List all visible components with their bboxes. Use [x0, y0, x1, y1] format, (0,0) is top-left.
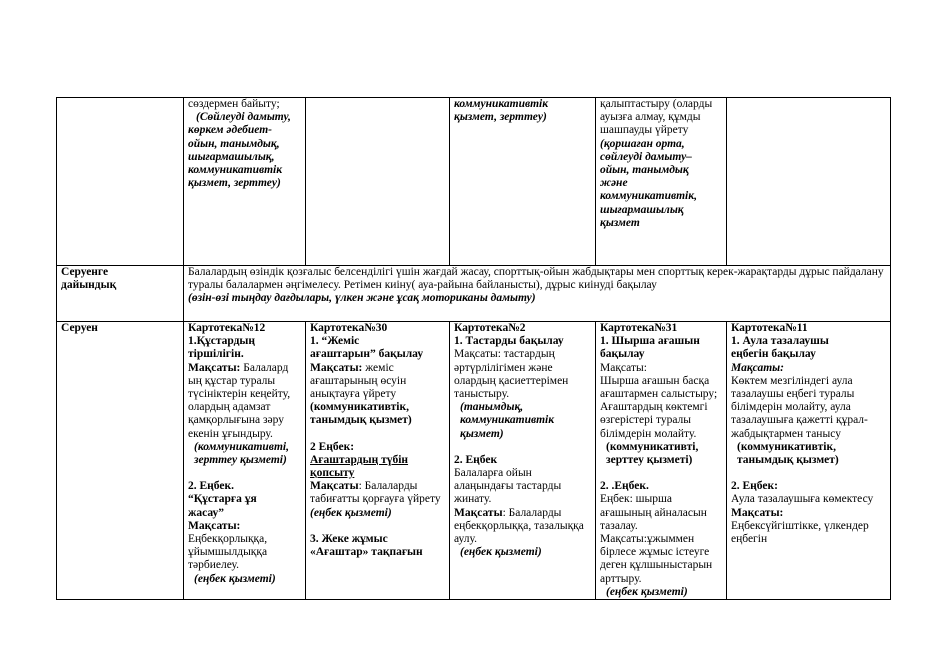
card-number: Картотека№12 [188, 322, 266, 334]
work-title: 2. Еңбек [454, 453, 498, 466]
goal-label: Мақсаты [454, 506, 503, 519]
continuation-label-cell [57, 98, 184, 266]
work-title: 2. Еңбек. [188, 480, 234, 493]
walk-preparation-text-cell [184, 266, 891, 322]
activity-tag: қызмет, зерттеу) [188, 177, 281, 190]
spacer [731, 467, 886, 480]
walk-row [57, 322, 891, 600]
work-text: Балаларға ойын алаңындағы тастарды жинату. [454, 467, 562, 506]
row-label-line: дайындық [61, 279, 117, 292]
continuation-cell-1 [184, 98, 306, 266]
walk-label [57, 322, 184, 600]
goal-label: Мақсаты: [731, 506, 784, 519]
work-title: Ағаштардың түбін [310, 453, 409, 466]
work-text: Аула тазалаушыға көмектесу [731, 493, 874, 506]
activity-tag: (танымдық, коммуникативтік қызмет) [460, 401, 555, 440]
activity-tag: және [600, 177, 628, 190]
activity-tag: сөйлеуді дамыту– [600, 150, 692, 163]
work-title: қопсыту [310, 467, 355, 480]
continuation-row [57, 98, 891, 266]
card-number: Картотека№11 [731, 322, 808, 334]
activity-tag: (Сөйлеуді дамыту, [196, 111, 291, 124]
observation-title: ағаштарын” бақылау [310, 348, 424, 361]
goal-text: Балалард ың құстар туралы түсініктерін кеңейту, олардың адамзат қамқорлығына зәру екенін ұғындыру. [188, 361, 291, 440]
goal-text: Еңбекқорлыққа, ұйымшылдыққа тәрбиелеу. [188, 533, 268, 572]
activity-tag: (коммуникативтік, танымдық қызмет) [310, 401, 412, 427]
continuation-cell-3 [450, 98, 596, 266]
activity-tag: (қоршаған орта, [600, 137, 685, 150]
goal-text: жеміс ағаштарының өсуін анықтауға үйрету [310, 361, 407, 401]
goal-label: Мақсаты [310, 480, 359, 493]
spacer [188, 467, 301, 480]
activity-tag: коммуникативтік [454, 98, 549, 110]
cell-line: ауызға алмау, құмды [600, 111, 701, 124]
goal-label: Мақсаты: [310, 361, 363, 374]
work-title: 2 Еңбек: [310, 440, 355, 453]
cell-line: қалыптастыру (оларды [600, 98, 713, 110]
work-text: Еңбек: шырша ағашының айналасын тазалау. Мақсаты:ұжыммен бірлесе жұмыс істеуге деген құлшыныстарын арттыру. [600, 493, 713, 585]
walk-preparation-row [57, 266, 891, 322]
activity-tag: қызмет, зерттеу) [454, 111, 547, 124]
goal-text: : Балаларды еңбекқорлыққа, тазалыққа аулу. [454, 506, 584, 546]
goal-label: Мақсаты: [600, 361, 647, 374]
walk-preparation-note: (өзін-өзі тыңдау дағдылары, үлкен және ұсақ моториканы дамыту) [188, 292, 536, 305]
work-title: 2. Еңбек: [731, 480, 778, 493]
walk-day-4 [596, 322, 727, 600]
cell-line: шашпауды үйрету [600, 124, 689, 137]
observation-title: еңбегін бақылау [731, 348, 816, 361]
activity-tag: ойын, танымдық, [188, 137, 280, 150]
individual-work-title: «Ағаштар» тақпағын [310, 546, 423, 559]
activity-tag: шығармашылық [600, 203, 684, 216]
observation-title: 1. Аула тазалаушы [731, 335, 829, 348]
activity-tag: (коммуникативтік, танымдық қызмет) [737, 440, 839, 467]
walk-preparation-label [57, 266, 184, 322]
row-label-line: Серуен [61, 322, 98, 334]
walk-day-1 [184, 322, 306, 600]
goal-text: Мақсаты: тастардың әртүрлілігімен және олардың қасиеттерімен таныстыру. [454, 348, 569, 401]
activity-tag: (еңбек қызметі) [194, 572, 276, 585]
spacer [454, 441, 591, 454]
activity-tag: шығармашылық, [188, 150, 275, 163]
row-label-line: Серуенге [61, 266, 109, 278]
observation-title: 1.Құстардың [188, 335, 256, 348]
goal-label: Мақсаты: [731, 361, 784, 374]
activity-tag: (коммуникативті, зерттеу қызметі) [194, 440, 289, 467]
observation-title: 1. Шырша ағашын [600, 335, 700, 348]
activity-tag: көркем әдебиет- [188, 124, 273, 137]
activity-tag: (еңбек қызметі) [606, 585, 688, 598]
goal-text: Шырша ағашын басқа ағаштармен салыстыру; Ағаштардың көктемгі өзгерістері туралы білімдерін молайту. [600, 374, 718, 440]
activity-tag: коммуникативтік, [600, 190, 697, 203]
activity-tag: (еңбек қызметі) [460, 546, 542, 559]
goal-label: Мақсаты: [188, 361, 241, 374]
card-number: Картотека№31 [600, 322, 678, 334]
activity-tag: (еңбек қызметі) [310, 506, 392, 519]
walk-day-5 [727, 322, 891, 600]
spacer [600, 467, 722, 480]
individual-work-title: 3. Жеке жұмыс [310, 532, 388, 545]
activity-tag: (коммуникативті, зерттеу қызметі) [606, 440, 699, 467]
card-number: Картотека№2 [454, 322, 526, 334]
continuation-cell-4 [596, 98, 727, 266]
observation-title: бақылау [600, 348, 645, 361]
walk-day-2 [306, 322, 450, 600]
work-title: жасау” [188, 506, 224, 519]
walk-preparation-text: Балалардың өзіндік қозғалыс белсенділігі үшін жағдай жасау, спорттық-ойын жабдықтары мен спорттық керек-жарақтарды дұрыс пайдалану туралы балалармен әңгімелесу. Ретімен киіну( ауа-райына байланысты), дұрыс киінуді бақылау [188, 266, 884, 292]
walk-plan-table [56, 97, 891, 600]
cell-line: сөздермен байыту; [188, 98, 280, 110]
card-number: Картотека№30 [310, 322, 388, 334]
goal-text: : Балаларды табиғатты қорғауға үйрету [310, 480, 441, 506]
work-title: “Құстарға ұя [188, 493, 257, 506]
observation-title: 1. “Жеміс [310, 335, 360, 348]
activity-tag: коммуникативтік [188, 164, 283, 177]
activity-tag: ойын, танымдық [600, 164, 689, 177]
goal-text: Еңбексүйгіштікке, үлкендер еңбегін [731, 519, 869, 546]
continuation-cell-5 [727, 98, 891, 266]
spacer [310, 428, 445, 441]
continuation-cell-2 [306, 98, 450, 266]
goal-text: Көктем мезгіліндегі аула тазалаушы еңбегі туралы білімдерін молайту, аула тазалаушыға қажетті құрал-жабдықтармен таныcу [731, 374, 868, 440]
walk-day-3 [450, 322, 596, 600]
goal-label: Мақсаты: [188, 519, 241, 532]
activity-tag: қызмет [600, 216, 640, 229]
observation-title: тіршілігін. [188, 348, 244, 361]
spacer [310, 520, 445, 533]
observation-title: 1. Тастарды бақылау [454, 335, 564, 348]
work-title: 2. .Еңбек. [600, 480, 649, 493]
